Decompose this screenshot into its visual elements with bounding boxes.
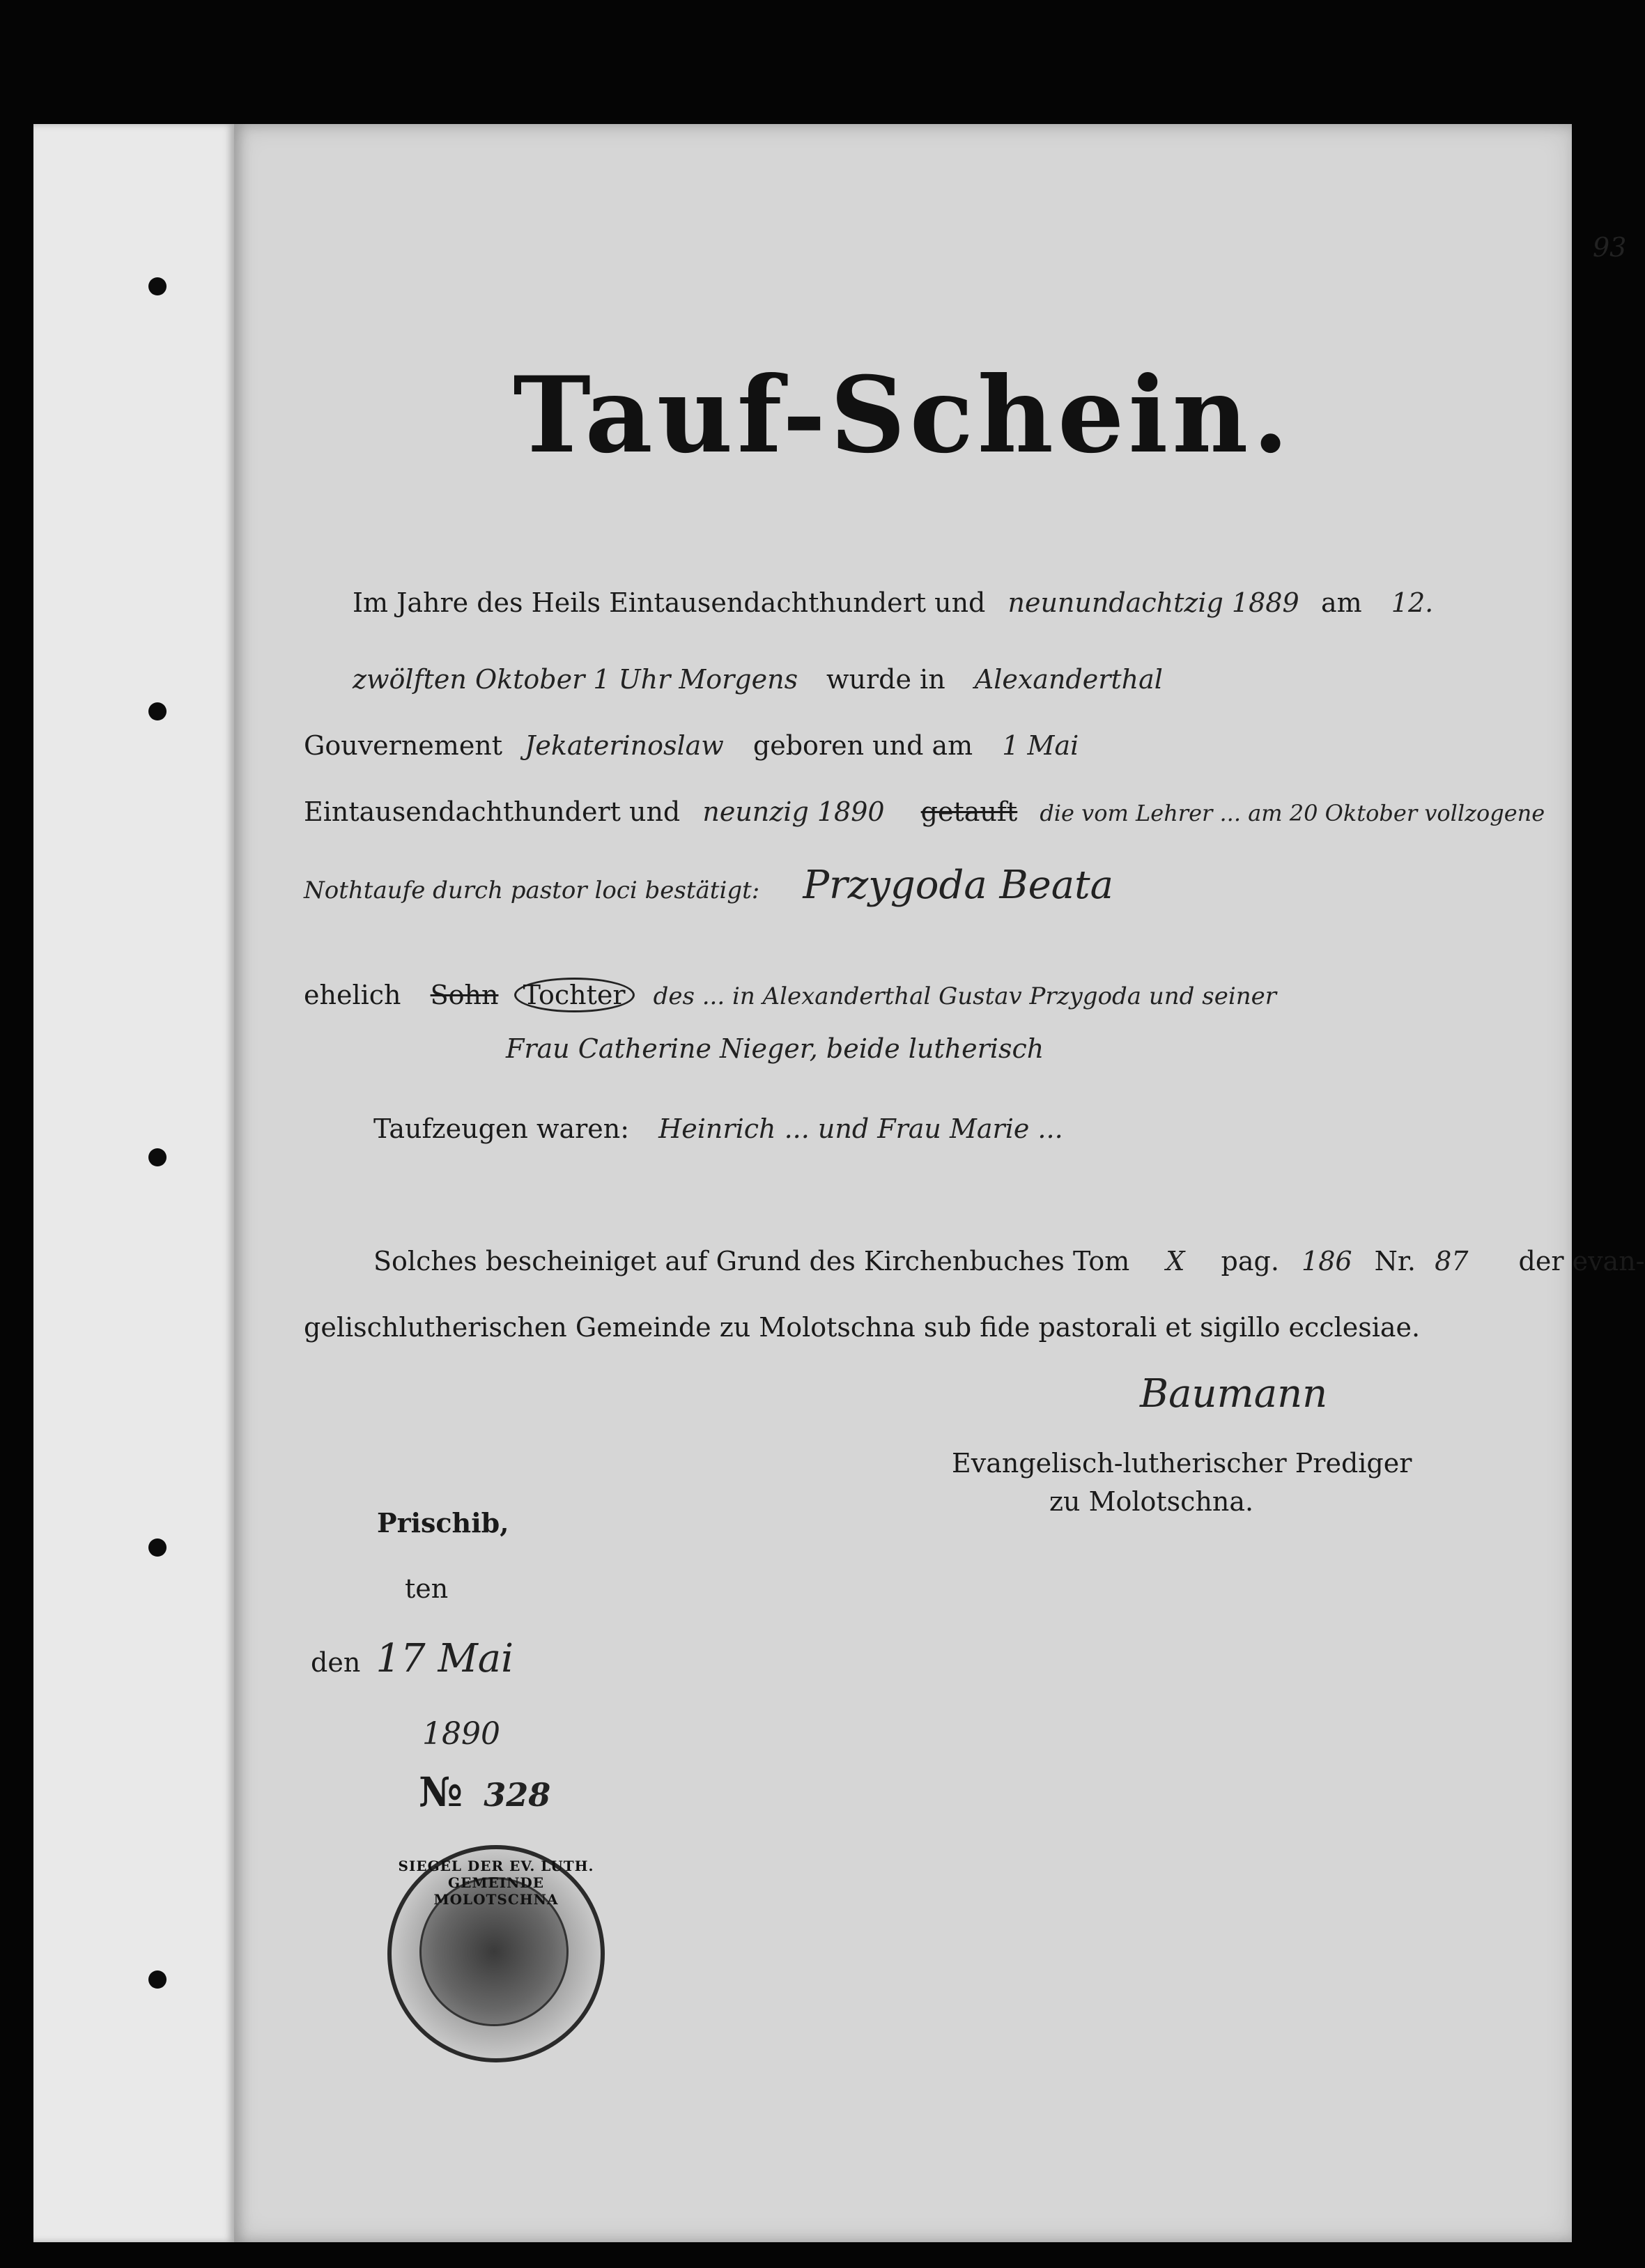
text-line-1	[353, 587, 1299, 618]
handwritten-gouvernement: Jekaterinoslaw	[525, 730, 724, 761]
handwritten-baptism-year: neunzig 1890	[702, 796, 885, 827]
binder-strip	[33, 124, 234, 2242]
den-label: den	[311, 1647, 361, 1678]
handwritten-parents: des ... in Alexanderthal Gustav Przygoda und seiner	[653, 982, 1276, 1010]
printed-text: Eintausendachthundert und	[304, 796, 681, 827]
date-line	[311, 1636, 513, 1681]
punch-hole	[148, 277, 167, 295]
text-line-7	[506, 1033, 1044, 1064]
text-line-10	[304, 1312, 1420, 1343]
printed-text: Solches bescheiniget auf Grund des Kirchenbuches Tom	[373, 1246, 1130, 1276]
preacher-place: zu Molotschna.	[1049, 1486, 1254, 1517]
printed-text: Im Jahre des Heils Eintausendachthundert und	[353, 587, 986, 618]
text-line-3	[304, 730, 1079, 761]
text-line-6	[304, 978, 1276, 1012]
handwritten-date: zwölften Oktober 1 Uhr Morgens	[353, 664, 798, 695]
number-line	[419, 1768, 550, 1816]
preacher-title: Evangelisch-lutherischer Prediger	[952, 1448, 1412, 1479]
handwritten-nr: 87	[1435, 1246, 1469, 1276]
signature: Baumann	[1140, 1371, 1328, 1417]
printed-text: der evan-	[1518, 1246, 1645, 1276]
text-line-5	[304, 863, 1113, 908]
printed-text: Gouvernement	[304, 730, 503, 761]
printed-text: am	[1321, 587, 1362, 618]
printed-text: Taufzeugen waren:	[373, 1113, 630, 1144]
punch-hole	[148, 1970, 167, 1989]
text-line-8	[373, 1113, 1063, 1144]
text-line-2	[353, 664, 798, 695]
handwritten-mother: Frau Catherine Nieger, beide lutherisch	[506, 1033, 1044, 1064]
handwritten-note: Nothtaufe durch pastor loci bestätigt:	[304, 877, 760, 904]
text-line-9	[373, 1246, 1645, 1276]
printed-text: Nr.	[1374, 1246, 1416, 1276]
certificate-page	[234, 124, 1645, 2242]
ten-label: ten	[405, 1573, 449, 1604]
handwritten-child-name: Przygoda Beata	[803, 863, 1114, 908]
document-title: Tauf-Schein.	[513, 354, 1293, 477]
handwritten-tom: X	[1166, 1246, 1185, 1276]
handwritten-place: Alexanderthal	[974, 664, 1163, 695]
printed-text: gelischlutherischen Gemeinde zu Molotschna sub fide pastorali et sigillo ecclesiae.	[304, 1312, 1421, 1343]
handwritten-note: die vom Lehrer ... am 20 Oktober vollzogene	[1040, 800, 1545, 826]
punch-hole	[148, 702, 167, 720]
place-prischib: Prischib,	[377, 1507, 509, 1538]
printed-text: ehelich	[304, 980, 401, 1010]
printed-text: pag.	[1221, 1246, 1279, 1276]
handwritten-number: 328	[484, 1776, 551, 1814]
text-line-2-mid	[826, 664, 1163, 695]
handwritten-witnesses: Heinrich ... und Frau Marie ...	[658, 1113, 1063, 1144]
handwritten-issue-date: 17 Mai	[376, 1636, 514, 1681]
church-seal	[387, 1845, 605, 2062]
handwritten-day: 12.	[1391, 587, 1434, 618]
text-line-4	[304, 796, 1545, 827]
circled-text: Tochter	[514, 978, 635, 1012]
printed-text: wurde in	[826, 664, 945, 695]
seal-text: SIEGEL DER EV. LUTH. GEMEINDE MOLOTSCHNA	[398, 1858, 594, 1908]
page-number: 93	[1593, 232, 1627, 263]
handwritten-issue-year: 1890	[422, 1716, 500, 1752]
number-sign: №	[419, 1768, 463, 1816]
handwritten-baptism-day: 1 Mai	[1002, 730, 1079, 761]
struck-text: getauft	[920, 796, 1018, 827]
handwritten-pag: 186	[1302, 1246, 1352, 1276]
struck-text: Sohn	[430, 980, 499, 1010]
text-line-1-right	[1321, 587, 1433, 618]
handwritten-year: neunundachtzig 1889	[1007, 587, 1299, 618]
punch-hole	[148, 1148, 167, 1166]
punch-hole	[148, 1538, 167, 1557]
printed-text: geboren und am	[752, 730, 973, 761]
